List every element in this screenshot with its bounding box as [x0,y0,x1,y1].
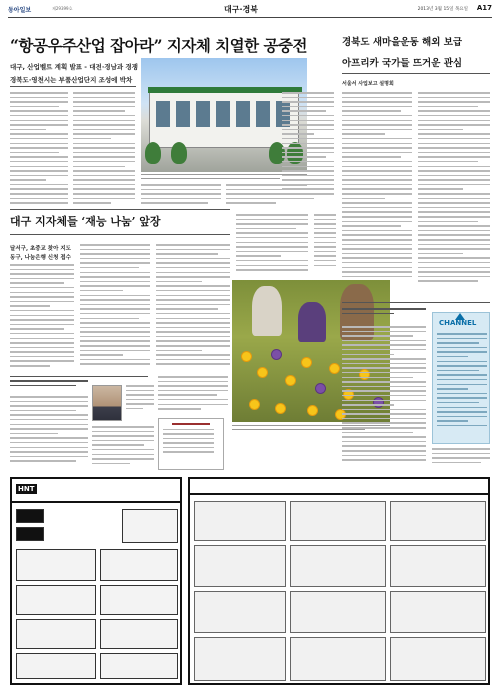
section-headline: 대구 지자체들 ‘재능 나눔’ 앞장 [10,215,161,228]
columnist-portrait [92,385,122,421]
rule [10,376,148,377]
columnist-byline [126,385,154,421]
article-column [80,244,150,372]
article-column [342,92,412,298]
article-column [282,92,334,212]
article-column [92,426,154,470]
column-title [342,308,426,322]
rule [342,302,490,303]
section-subheadline-1: 달서구, 초중교 찾아 지도 [10,246,71,252]
travel-agency-ad [10,477,182,685]
article-column [10,396,88,470]
channel-logo: CHANNEL [439,319,477,327]
article-column [156,244,230,372]
channel-guide-box [432,312,490,444]
rule [10,209,230,210]
section-title: 대구·경북 [224,5,258,14]
column-title [10,380,88,390]
page-number: A17 [476,4,492,12]
main-subheadline-2: 경북도·영천시는 부품산업단지 조성에 박차 [10,76,133,84]
right-headline-2: 아프리카 국가들 뜨거운 관심 [342,58,463,69]
article-column [158,376,228,414]
article-column [141,184,221,210]
edition-number: 제29399호 [52,6,73,11]
right-subheadline: 서울서 사업보고 설명회 [342,81,394,87]
rule [342,73,490,74]
event-listing [342,326,426,472]
issue-date: 2013년 3월 15일 목요일 [417,7,468,12]
contact-info-box [158,418,224,470]
article-column [236,214,308,276]
article-column [10,92,68,204]
article-column [73,92,135,204]
article-column [10,264,74,372]
article-column [418,92,490,298]
masthead [8,4,492,18]
rule [10,234,230,235]
ad-brand-logo-icon: HNT [18,485,35,493]
main-headline: “항공우주산업 잡아라” 지자체 치열한 공중전 [10,36,307,55]
section-subheadline-2: 동구, 나눔은행 신청 접수 [10,255,71,261]
main-subheadline-1: 대구, 산업벨트 계획 발표 - 대전·경남과 경쟁 [10,63,138,71]
article-column [432,448,490,470]
rule [10,86,136,87]
right-headline-1: 경북도 새마을운동 해외 보급 [342,37,463,48]
article-column [314,214,336,276]
tour-deals-ad [188,477,490,685]
newspaper-logo: 동아일보 [8,7,32,14]
